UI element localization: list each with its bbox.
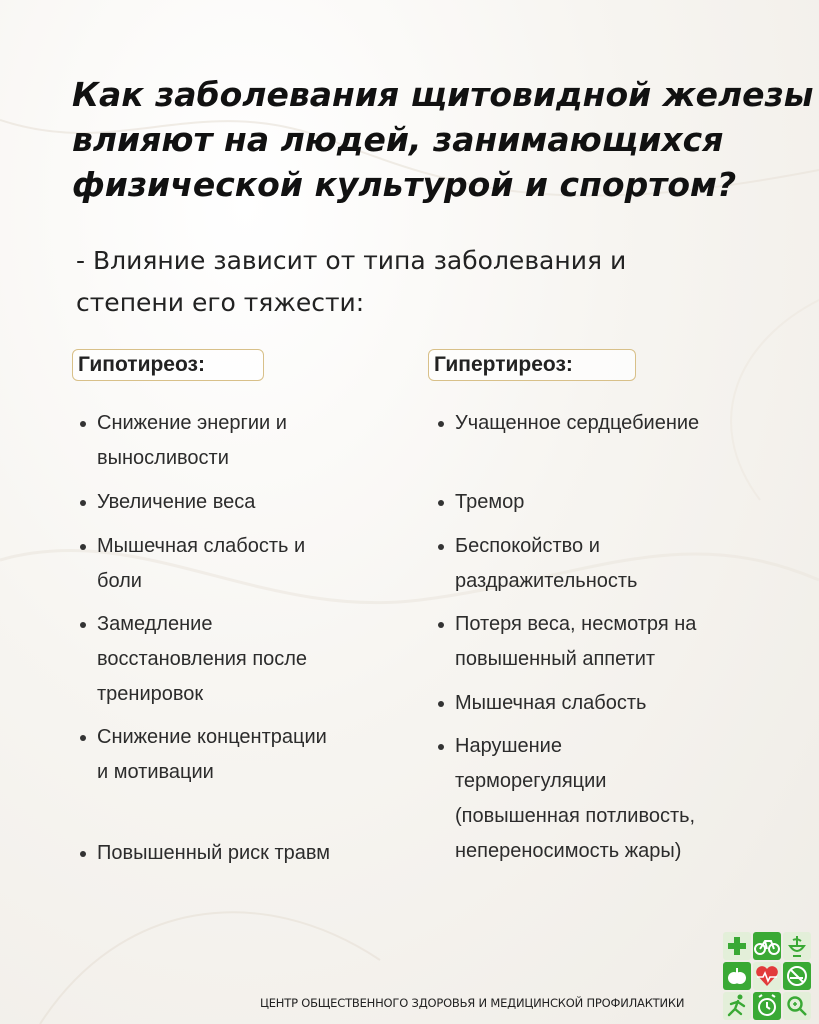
page-title: [72, 72, 814, 207]
list-item-line: непереносимость жары): [455, 840, 682, 862]
list-item-line: и мотивации: [97, 761, 214, 783]
list-item: [80, 836, 400, 871]
list-item-line: Увеличение веса: [97, 491, 256, 513]
list-item-line: боли: [97, 570, 142, 592]
list-item-line: раздражительность: [455, 570, 638, 592]
list-item: [438, 529, 768, 599]
list-item-line: Повышенный риск травм: [97, 842, 331, 864]
list-item: [438, 686, 768, 721]
subtitle: [76, 240, 756, 324]
list-item-line: Тремор: [455, 491, 525, 513]
list-item-line: Мышечная слабость и: [97, 535, 306, 557]
list-item-line: тренировок: [97, 683, 204, 705]
list-item: [80, 406, 400, 476]
list-item: [438, 485, 768, 520]
subtitle-line: - Влияние зависит от типа заболевания и: [76, 246, 627, 275]
title-line: Как заболевания щитовидной железы: [72, 75, 814, 114]
health-center-logo: [723, 932, 811, 1020]
list-item: [438, 607, 768, 677]
list-item-line: Мышечная слабость: [455, 692, 647, 714]
organization-name: ЦЕНТР ОБЩЕСТВЕННОГО ЗДОРОВЬЯ И МЕДИЦИНСКОЙ ПРОФИЛАКТИКИ: [260, 996, 685, 1010]
hyperthyroid-heading: Гипертиреоз:: [428, 349, 636, 381]
list-item: [80, 485, 400, 520]
list-item-line: Снижение концентрации: [97, 726, 327, 748]
title-line: физической культурой и спортом?: [72, 165, 737, 204]
list-item-line: выносливости: [97, 447, 229, 469]
list-item-line: Учащенное сердцебиение: [455, 412, 700, 434]
list-item-line: (повышенная потливость,: [455, 805, 696, 827]
title-line: влияют на людей, занимающихся: [72, 120, 724, 159]
list-item: [80, 607, 400, 712]
list-item-line: восстановления после: [97, 648, 308, 670]
list-item: [80, 720, 400, 790]
list-item-line: Замедление: [97, 613, 213, 635]
list-item-line: терморегуляции: [455, 770, 607, 792]
list-item: [80, 529, 400, 599]
list-item-line: Снижение энергии и: [97, 412, 287, 434]
subtitle-line: степени его тяжести:: [76, 288, 365, 317]
list-item: [438, 406, 768, 441]
list-item-line: Потеря веса, несмотря на: [455, 613, 697, 635]
list-item-line: Беспокойство и: [455, 535, 600, 557]
list-item-line: Нарушение: [455, 735, 562, 757]
list-item: [438, 729, 768, 869]
hypothyroid-heading: Гипотиреоз:: [72, 349, 264, 381]
list-item-line: повышенный аппетит: [455, 648, 656, 670]
